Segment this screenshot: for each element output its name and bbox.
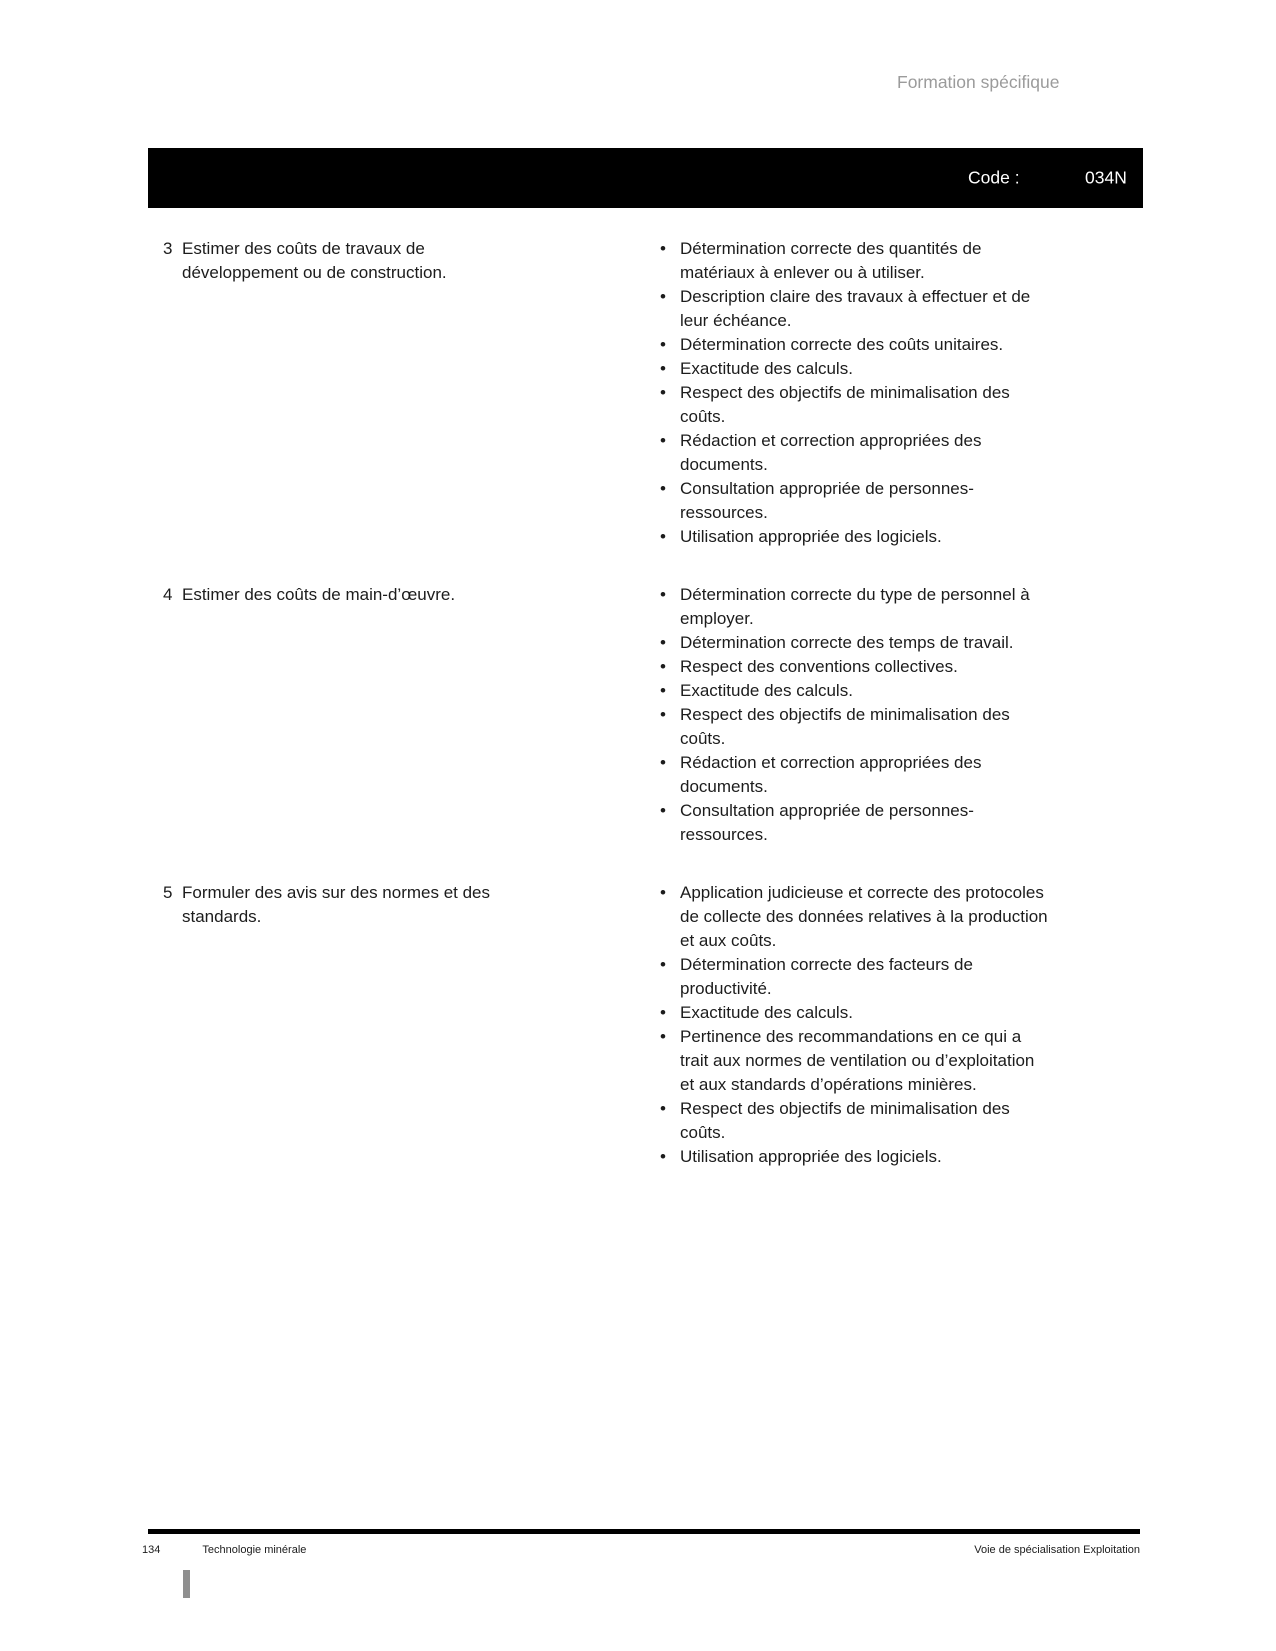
criterion-item: • Détermination correcte des temps de travail. [658, 631, 1053, 655]
criteria-column [658, 881, 1143, 1169]
objective-number: 4 [163, 585, 173, 604]
code-value: 034N [1085, 167, 1127, 188]
criterion-item: • Exactitude des calculs. [658, 679, 1053, 703]
objective-number: 5 [163, 883, 173, 902]
criterion-item: • Rédaction et correction appropriées des documents. [658, 429, 1053, 477]
criterion-item: • Pertinence des recommandations en ce qui a trait aux normes de ventilation ou d’exploitation et aux standards d’opérations minières. [658, 1025, 1053, 1097]
criteria-column [658, 237, 1143, 549]
criterion-item: • Détermination correcte des facteurs de productivité. [658, 953, 1053, 1001]
objective-left [148, 881, 658, 929]
footer-track-label: Voie de spécialisation Exploitation [974, 1544, 1140, 1556]
criterion-item: • Exactitude des calculs. [658, 1001, 1053, 1025]
objective-statement: Estimer des coûts de travaux de développement ou de construction. [182, 239, 447, 282]
objective-left [148, 237, 658, 285]
objective-left [148, 583, 658, 607]
criterion-item: • Exactitude des calculs. [658, 357, 1053, 381]
footer-rule [148, 1529, 1140, 1534]
criterion-item: • Consultation appropriée de personnes-ressources. [658, 477, 1053, 525]
criterion-item: • Détermination correcte du type de personnel à employer. [658, 583, 1053, 631]
objective-statement: Formuler des avis sur des normes et des standards. [182, 883, 491, 926]
criteria-list [658, 583, 1143, 847]
criterion-item: • Respect des objectifs de minimalisation des coûts. [658, 1097, 1053, 1145]
criterion-item: • Détermination correcte des coûts unitaires. [658, 333, 1053, 357]
objective-row [148, 881, 1143, 1169]
code-label: Code : [968, 167, 1020, 188]
criterion-item: • Utilisation appropriée des logiciels. [658, 525, 1053, 549]
criterion-item: • Rédaction et correction appropriées des documents. [658, 751, 1053, 799]
running-header: Formation spécifique [897, 72, 1060, 92]
criterion-item: • Respect des conventions collectives. [658, 655, 1053, 679]
criterion-item: • Description claire des travaux à effectuer et de leur échéance. [658, 285, 1053, 333]
criterion-item: • Respect des objectifs de minimalisation des coûts. [658, 381, 1053, 429]
objective-row [148, 237, 1143, 549]
criterion-item: • Consultation appropriée de personnes-ressources. [658, 799, 1053, 847]
page-footer [142, 1543, 1140, 1557]
page-number: 134 [142, 1544, 161, 1556]
criterion-item: • Application judicieuse et correcte des protocoles de collecte des données relatives à la production et aux coûts. [658, 881, 1053, 953]
criteria-list [658, 881, 1143, 1169]
criteria-column [658, 583, 1143, 847]
criterion-item: • Détermination correcte des quantités de matériaux à enlever ou à utiliser. [658, 237, 1053, 285]
objective-number: 3 [163, 239, 173, 258]
criteria-list [658, 237, 1143, 549]
footer-program-label: Technologie minérale [202, 1544, 307, 1556]
code-banner [148, 148, 1143, 208]
objectives-table [148, 237, 1143, 1203]
print-mark [183, 1570, 190, 1598]
objective-statement: Estimer des coûts de main-d’œuvre. [182, 585, 456, 604]
objective-row [148, 583, 1143, 847]
criterion-item: • Respect des objectifs de minimalisation des coûts. [658, 703, 1053, 751]
criterion-item: • Utilisation appropriée des logiciels. [658, 1145, 1053, 1169]
